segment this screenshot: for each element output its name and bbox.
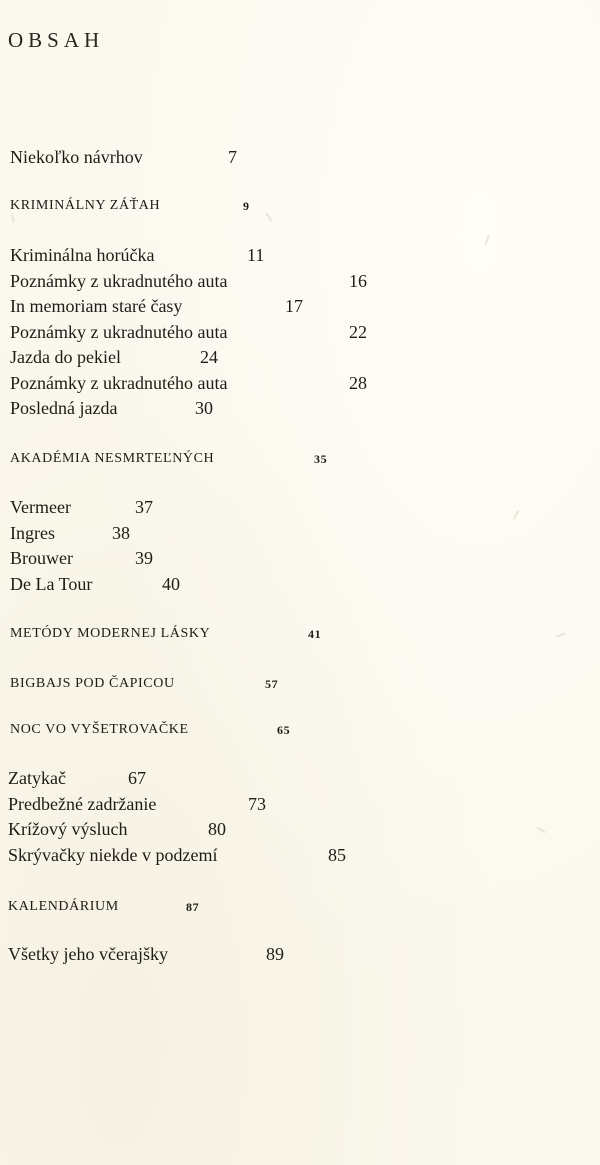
entry-page: 39 [135, 548, 153, 568]
entry-title: Niekoľko návrhov [10, 147, 143, 167]
entry-page: 73 [248, 793, 266, 814]
paper-fleck [556, 632, 566, 637]
section-title: BIGBAJS POD ČAPICOU [10, 676, 175, 691]
entry-page: 85 [328, 844, 346, 865]
entry-page: 11 [247, 245, 265, 265]
section-heading [8, 899, 200, 915]
toc-entry [10, 495, 153, 521]
section-heading [10, 198, 250, 214]
entry-title: Všetky jeho včerajšky [8, 944, 168, 964]
section-heading [10, 676, 279, 692]
entry-title: Jazda do pekiel [10, 347, 121, 367]
entry-title: Poznámky z ukradnutého auta [10, 372, 228, 393]
toc-entry [10, 521, 130, 547]
toc-entry [10, 243, 265, 269]
section-page: 65 [277, 723, 291, 737]
entry-page: 22 [349, 321, 367, 342]
entry-title: Brouwer [10, 548, 73, 568]
toc-entry [10, 546, 153, 572]
entry-title: Kriminálna horúčka [10, 245, 155, 265]
section-title: AKADÉMIA NESMRTEĽNÝCH [10, 451, 215, 466]
toc-entry [10, 396, 213, 422]
entry-page: 67 [128, 768, 146, 788]
entry-page: 16 [349, 270, 367, 291]
entry-title: Posledná jazda [10, 398, 118, 418]
section-title: METÓDY MODERNEJ LÁSKY [10, 626, 211, 641]
paper-fleck [484, 235, 489, 245]
entry-title: In memoriam staré časy [10, 296, 183, 316]
toc-entry [8, 817, 226, 843]
toc-entry [8, 766, 146, 792]
entry-title: Ingres [10, 522, 55, 543]
entry-page: 30 [195, 398, 213, 418]
entry-title: Predbežné zadržanie [8, 793, 157, 814]
section-heading [10, 451, 328, 467]
entry-title: Poznámky z ukradnutého auta [10, 321, 228, 342]
toc-entry [8, 792, 266, 818]
section-title: KALENDÁRIUM [8, 899, 119, 914]
section-title: NOC VO VYŠETROVAČKE [10, 722, 189, 737]
toc-entry [10, 371, 367, 397]
entry-page: 28 [349, 372, 367, 393]
section-title: KRIMINÁLNY ZÁŤAH [10, 198, 161, 213]
entry-page: 80 [208, 819, 226, 839]
section-heading [10, 626, 322, 642]
entry-page: 89 [266, 944, 284, 964]
entry-page: 38 [112, 522, 130, 543]
entry-page: 37 [135, 497, 153, 517]
entry-page: 40 [162, 573, 180, 594]
toc-entry [10, 345, 218, 371]
toc-entry [10, 145, 237, 171]
entry-title: Vermeer [10, 497, 71, 517]
section-page: 57 [265, 677, 279, 691]
entry-title: De La Tour [10, 573, 93, 594]
entry-page: 24 [200, 347, 218, 367]
section-heading [10, 722, 291, 738]
toc-entry [10, 269, 367, 295]
paper-fleck [11, 213, 15, 223]
page-title: OBSAH [8, 28, 105, 52]
toc-entry [8, 942, 284, 968]
toc-entry [10, 572, 180, 598]
entry-title: Zatykač [8, 768, 66, 788]
entry-page: 7 [228, 147, 237, 167]
toc-entry [8, 843, 346, 869]
section-page: 9 [243, 199, 250, 213]
paper-fleck [265, 212, 272, 221]
section-page: 35 [314, 452, 328, 466]
entry-title: Skrývačky niekde v podzemí [8, 844, 218, 865]
section-page: 87 [186, 900, 200, 914]
toc-entry [10, 320, 367, 346]
paper-fleck [536, 827, 546, 834]
toc-entry [10, 294, 303, 320]
entry-title: Krížový výsluch [8, 819, 128, 839]
section-page: 41 [308, 627, 322, 641]
entry-page: 17 [285, 296, 303, 316]
paper-fleck [513, 510, 520, 520]
entry-title: Poznámky z ukradnutého auta [10, 270, 228, 291]
